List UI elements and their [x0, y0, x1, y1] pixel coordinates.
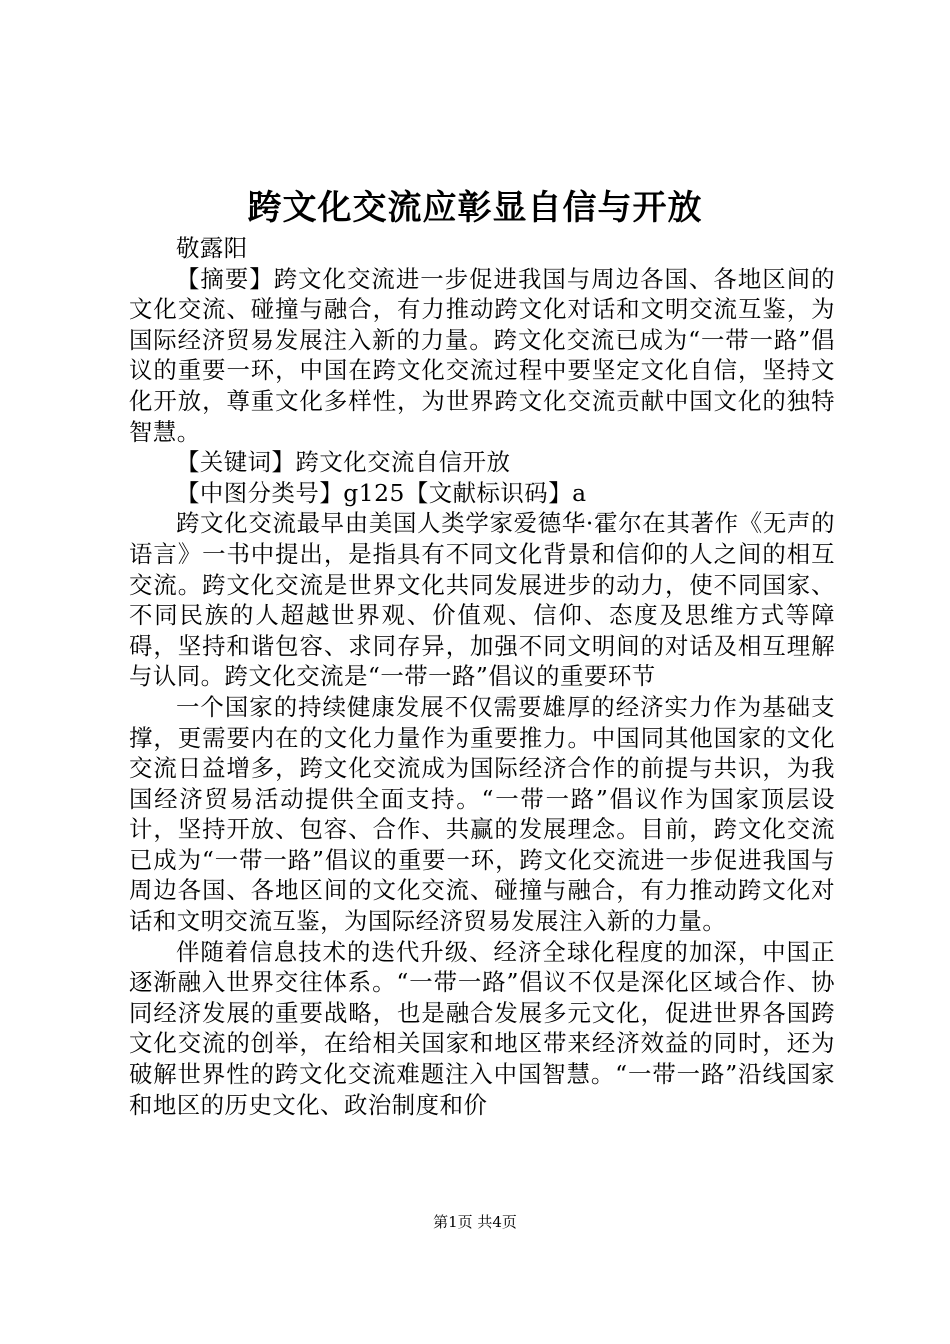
- author-name: 敬露阳: [176, 234, 248, 262]
- document-title: 跨文化交流应彰显自信与开放: [247, 188, 703, 228]
- classification-line: 【中图分类号】g125【文献标识码】a: [176, 478, 587, 507]
- keywords-line: 【关键词】跨文化交流自信开放: [176, 448, 511, 477]
- document-body: [129, 233, 835, 1120]
- body-paragraph: 一个国家的持续健康发展不仅需要雄厚的经济实力作为基础支撑，更需要内在的文化力量作为重要推力。中国同其他国家的文化交流日益增多，跨文化交流成为国际经济合作的前提与共识，为我国经济贸易活动提供全面支持。“一带一路”倡议作为国家顶层设计，坚持开放、包容、合作、共赢的发展理念。目前，跨文化交流已成为“一带一路”倡议的重要一环，跨文化交流进一步促进我国与周边各国、各地区间的文化交流、碰撞与融合，有力推动跨文化对话和文明交流互鉴，为国际经济贸易发展注入新的力量。: [129, 692, 835, 936]
- body-paragraph: 跨文化交流最早由美国人类学家爱德华·霍尔在其著作《无声的语言》一书中提出，是指具有不同文化背景和信仰的人之间的相互交流。跨文化交流是世界文化共同发展进步的动力，使不同国家、不同民族的人超越世界观、价值观、信仰、态度及思维方式等障碍，坚持和谐包容、求同存异，加强不同文明间的对话及相互理解与认同。跨文化交流是“一带一路”倡议的重要环节: [129, 509, 835, 691]
- body-paragraph: 伴随着信息技术的迭代升级、经济全球化程度的加深，中国正逐渐融入世界交往体系。“一带一路”倡议不仅是深化区域合作、协同经济发展的重要战略，也是融合发展多元文化，促进世界各国跨文化交流的创举，在给相关国家和地区带来经济效益的同时，还为破解世界性的跨文化交流难题注入中国智慧。“一带一路”沿线国家和地区的历史文化、政治制度和价: [129, 937, 835, 1119]
- page-footer: 第1页 共4页: [433, 1213, 517, 1231]
- abstract-paragraph: 【摘要】跨文化交流进一步促进我国与周边各国、各地区间的文化交流、碰撞与融合，有力推动跨文化对话和文明交流互鉴，为国际经济贸易发展注入新的力量。跨文化交流已成为“一带一路”倡议的重要一环，中国在跨文化交流过程中要坚定文化自信，坚持文化开放，尊重文化多样性，为世界跨文化交流贡献中国文化的独特智慧。: [129, 264, 835, 446]
